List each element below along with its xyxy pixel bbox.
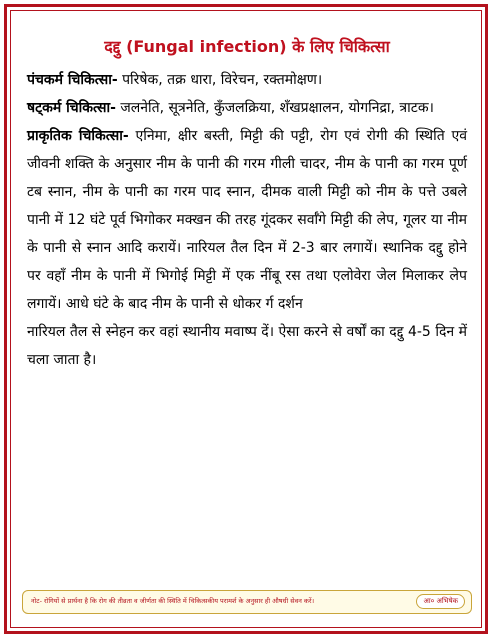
author-badge: आ० अभिषेक <box>416 594 465 609</box>
section-heading: षट्कर्म चिकित्सा- <box>27 100 116 116</box>
section-text: एनिमा, क्षीर बस्ती, मिट्टी की पट्टी, रोग एवं रोगी की स्थिति एवं जीवनी शक्ति के अनुसार नीम के पानी की गरम गीली चादर, नीम के पानी का गरम पूर्ण टब स्नान, नीम के पानी का गरम पाद स्नान, दीमक वाली मिट्टी को नीम के पत्ते उबले पानी में 12 घंटे पूर्व भिगोकर मक्खन की तरह गूंदकर सर्वाँगे मिट्टी की लेप, गूलर या नीम के पानी से स्नान आदि करायें। नारियल तैल दिन में 2-3 बार लगायें। स्थानिक दद्दु होने पर वहाँ नीम के पानी में भिगोई मिट्टी में एक नींबू रस तथा एलोवेरा जेल मिलाकर लेप लगायें। आधे घंटे के बाद नीम के पानी से धोकर र्ग दर्शन <box>27 128 468 312</box>
section-naturopathy <box>27 122 467 318</box>
section-text: परिषेक, तक्र धारा, विरेचन, रक्तमोक्षण। <box>117 72 323 88</box>
document-body <box>27 36 467 374</box>
section-heading: प्राकृतिक चिकित्सा- <box>27 128 129 144</box>
section-shatkarma <box>27 94 467 122</box>
section-heading: पंचकर्म चिकित्सा- <box>27 72 118 88</box>
footer-note: नोट- रोगियों से प्रार्थना है कि रोग की तीव्रता व जीर्णता की स्थिति में चिकित्सकीय परामर्श के अनुसार ही औषधी सेवन करें। <box>31 597 315 605</box>
closing-paragraph: नारियल तैल से स्नेहन कर वहां स्थानीय मवाष्प दें। ऐसा करने से वर्षों का दद्दु 4-5 दिन में चला जाता है। <box>27 324 467 368</box>
footer-note-box <box>22 590 472 614</box>
section-panchakarma <box>27 66 467 94</box>
page-title: दद्दु (Fungal infection) के लिए चिकित्सा <box>104 37 390 56</box>
section-text: जलनेति, सूत्रनेति, कुँजलक्रिया, शँखप्रक्षालन, योगनिद्रा, त्राटक। <box>115 100 434 116</box>
